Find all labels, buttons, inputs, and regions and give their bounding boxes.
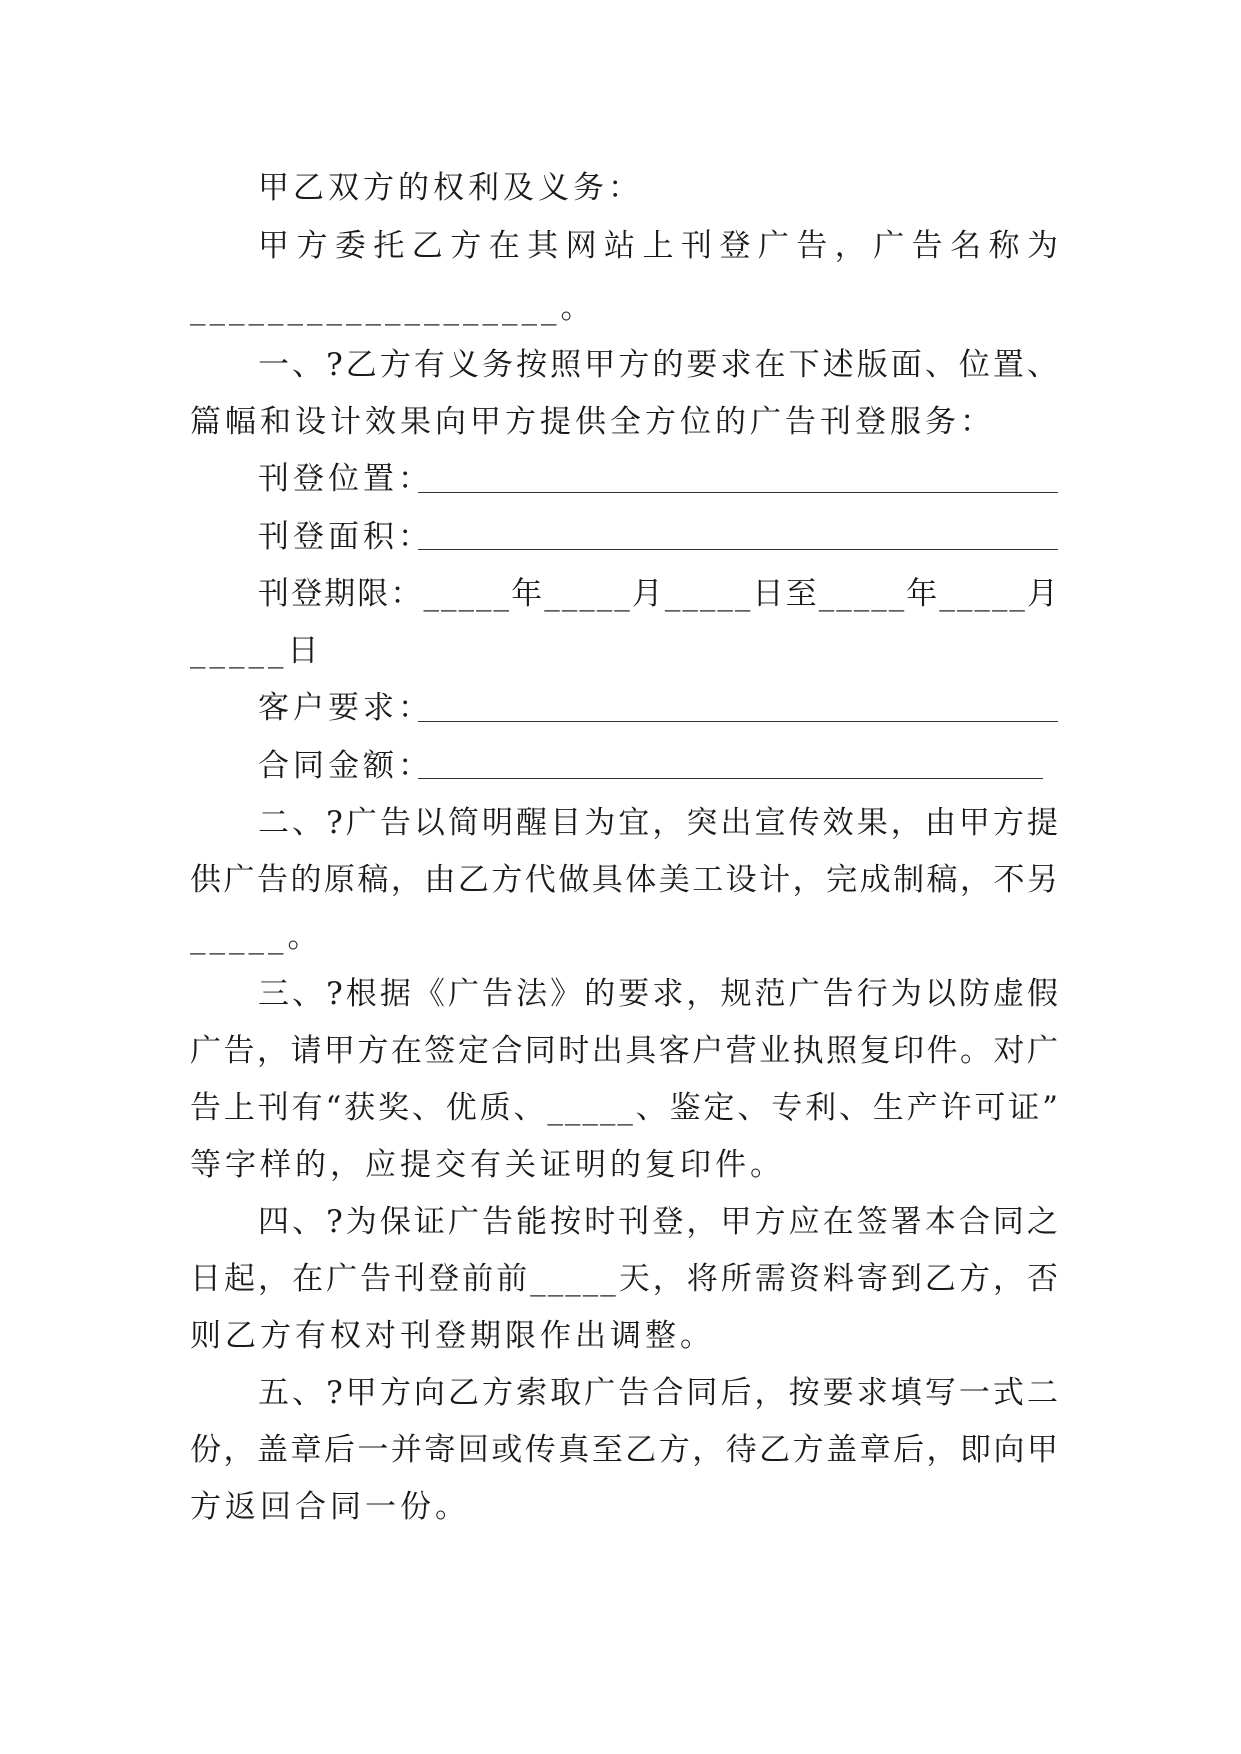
publish-term-line-2: _____日 <box>190 633 323 669</box>
publish-position-label: 刊登位置： <box>258 461 433 497</box>
clause-1-line-2: 篇幅和设计效果向甲方提供全方位的广告刊登服务： <box>190 404 995 440</box>
clause-4-line-3: 则乙方有权对刊登期限作出调整。 <box>190 1318 715 1354</box>
client-requirement-blank <box>418 721 1058 722</box>
clause-3-line-3: 告上刊有“获奖、优质、_____、鉴定、专利、生产许可证” <box>190 1090 1060 1126</box>
clause-3-line-2: 广告，请甲方在签定合同时出具客户营业执照复印件。对广 <box>190 1033 1060 1069</box>
contract-amount-blank <box>418 778 1043 779</box>
clause-3-line-1: 三、?根据《广告法》的要求，规范广告行为以防虚假 <box>258 976 1060 1012</box>
clause-3-line-4: 等字样的，应提交有关证明的复印件。 <box>190 1147 785 1183</box>
contract-amount-label: 合同金额： <box>258 748 433 784</box>
publish-area-label: 刊登面积： <box>258 519 433 555</box>
intro-line-1: 甲方委托乙方在其网站上刊登广告，广告名称为 <box>258 228 1060 264</box>
clause-2-line-1: 二、?广告以简明醒目为宜，突出宣传效果，由甲方提 <box>258 805 1060 841</box>
clause-4-line-1: 四、?为保证广告能按时刊登，甲方应在签署本合同之 <box>258 1204 1060 1240</box>
clause-2-line-2: 供广告的原稿，由乙方代做具体美工设计，完成制稿，不另 <box>190 862 1060 898</box>
intro-line-2: ___________________。 <box>190 290 596 326</box>
client-requirement-label: 客户要求： <box>258 690 433 726</box>
clause-2-line-3: _____。 <box>190 919 323 955</box>
publish-area-blank <box>418 549 1058 550</box>
publish-position-blank <box>418 492 1058 493</box>
clause-5-line-3: 方返回合同一份。 <box>190 1489 470 1525</box>
clause-5-line-2: 份，盖章后一并寄回或传真至乙方，待乙方盖章后，即向甲 <box>190 1432 1060 1468</box>
clause-1-line-1: 一、?乙方有义务按照甲方的要求在下述版面、位置、 <box>258 347 1060 383</box>
clause-5-line-1: 五、?甲方向乙方索取广告合同后，按要求填写一式二 <box>258 1375 1060 1411</box>
section-heading: 甲乙双方的权利及义务： <box>258 170 643 206</box>
clause-4-line-2: 日起，在广告刊登前前_____天，将所需资料寄到乙方，否 <box>190 1261 1060 1297</box>
publish-term-line-1: 刊登期限：_____年_____月_____日至_____年_____月 <box>258 576 1060 612</box>
